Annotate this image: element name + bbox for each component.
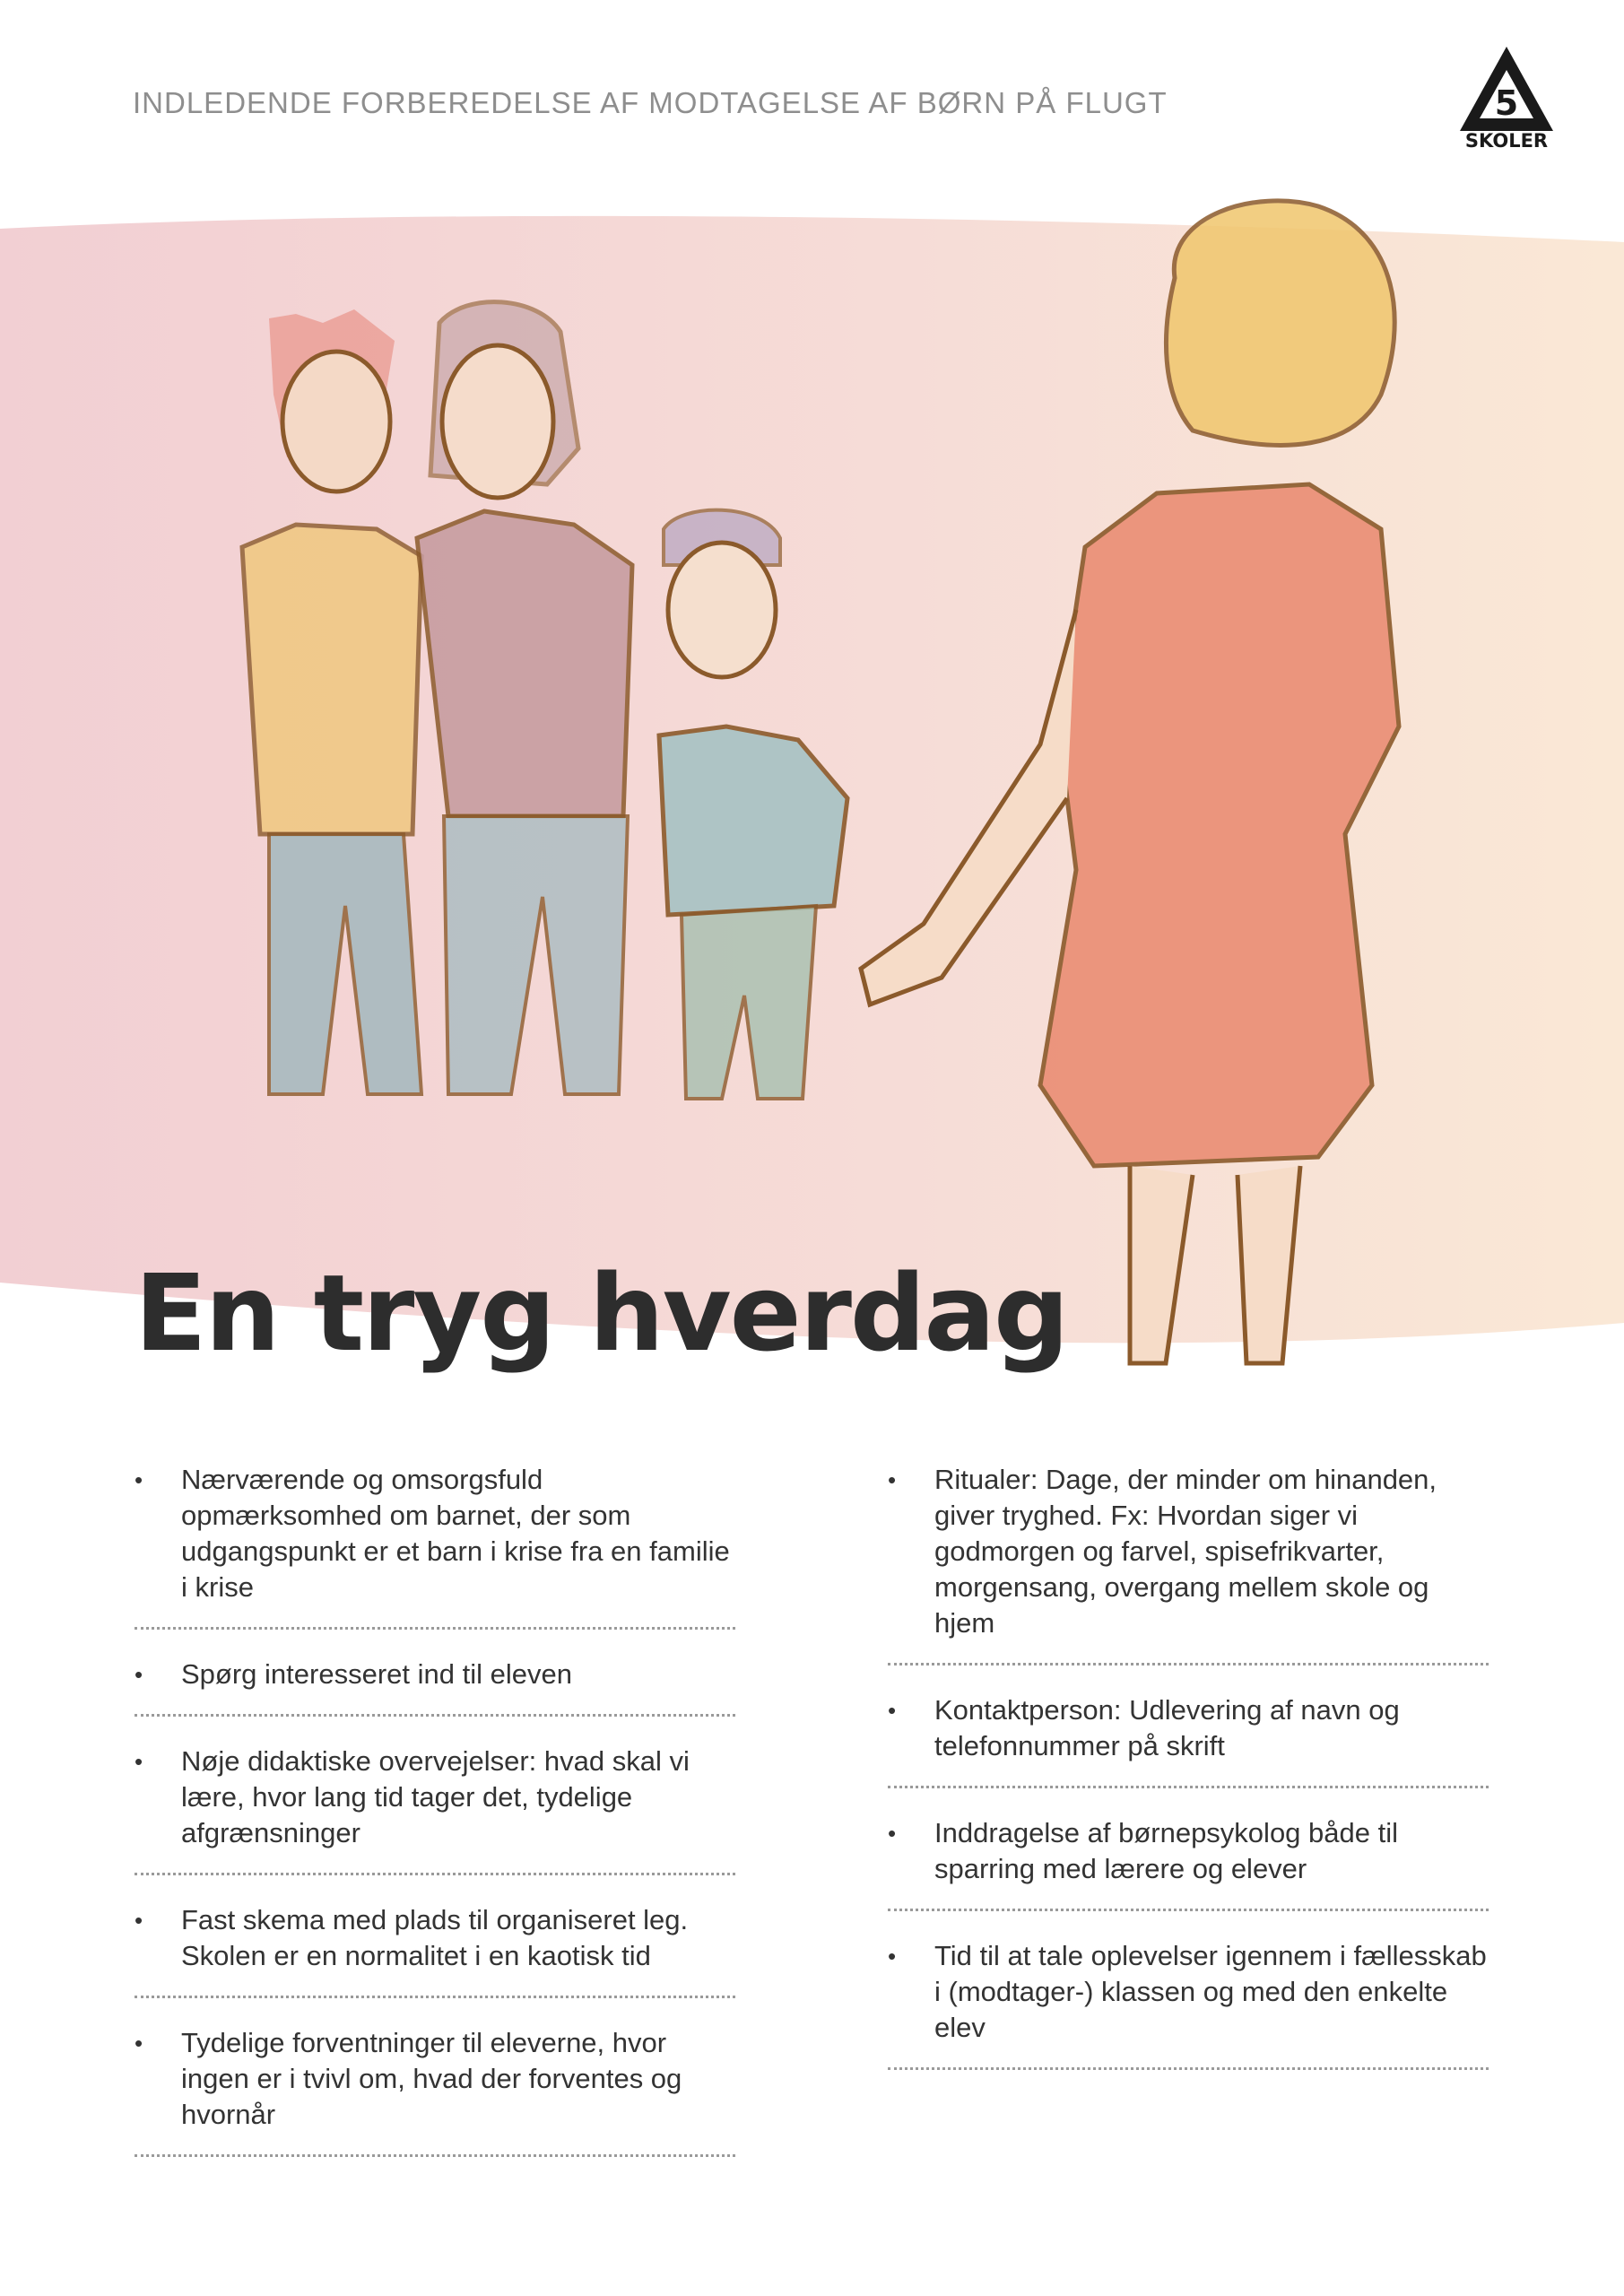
header-title: INDLEDENDE FORBEREDELSE AF MODTAGELSE AF BØRN PÅ FLUGT [133,86,1168,119]
right-bullet-list [888,1462,1489,2097]
logo-number: 5 [1494,83,1519,123]
family-with-teacher-illustration [0,188,1624,1390]
list-item: • Kontaktperson: Udlevering af navn og telefonnummer på skrift [888,1692,1489,1788]
list-item: • Fast skema med plads til organiseret leg. Skolen er en normalitet i en kaotisk tid [135,1902,735,1998]
list-item: • Inddragelse af børnepsykolog både til sparring med lærere og elever [888,1815,1489,1911]
list-item: • Ritualer: Dage, der minder om hinanden, giver tryghed. Fx: Hvordan siger vi godmorgen og farvel, spisefrikvarter, morgensang, overgang mellem skole og hjem [888,1462,1489,1665]
list-item: • Nærværende og omsorgsfuld opmærksomhed om barnet, der som udgangspunkt er et barn i krise fra en familie i krise [135,1462,735,1630]
page-title: En tryg hverdag [135,1251,1068,1375]
list-item: • Nøje didaktiske overvejelser: hvad skal vi lære, hvor lang tid tager det, tydelige afgrænsninger [135,1744,735,1875]
5-skoler-logo-icon [1453,43,1560,151]
left-bullet-list [135,1462,735,2184]
list-item: • Tid til at tale oplevelser igennem i fællesskab i (modtager-) klassen og med den enkelte elev [888,1938,1489,2070]
logo-text: SKOLER [1464,130,1549,151]
list-item: • Spørg interesseret ind til eleven [135,1657,735,1717]
list-item: • Tydelige forventninger til eleverne, hvor ingen er i tvivl om, hvad der forventes og hvornår [135,2025,735,2157]
